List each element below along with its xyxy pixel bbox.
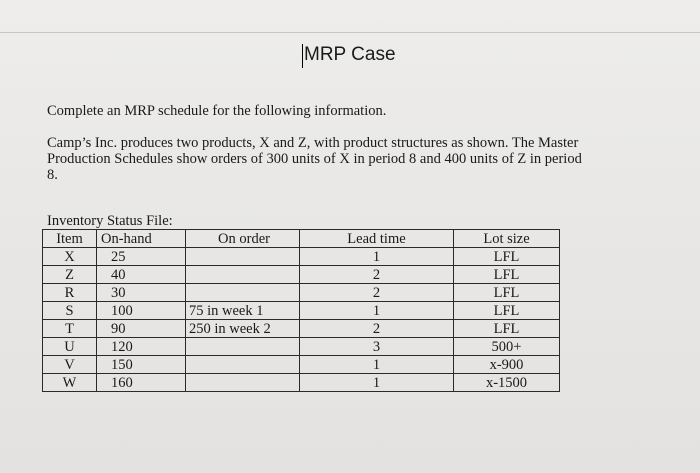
cell-lead-time: 1 xyxy=(300,356,454,374)
table-row xyxy=(43,338,560,356)
table-row xyxy=(43,374,560,392)
cell-lot-size: x-1500 xyxy=(454,374,560,392)
cell-on-hand: 100 xyxy=(97,302,186,320)
cell-item: X xyxy=(43,248,97,266)
table-row xyxy=(43,248,560,266)
table-row xyxy=(43,302,560,320)
cell-lot-size: x-900 xyxy=(454,356,560,374)
cell-on-hand: 90 xyxy=(97,320,186,338)
cell-on-hand: 150 xyxy=(97,356,186,374)
header-lead-time: Lead time xyxy=(300,230,454,248)
paragraph-line-1: Camp’s Inc. produces two products, X and Z, with product structures as shown. The Master xyxy=(47,135,579,151)
cell-lead-time: 1 xyxy=(300,302,454,320)
table-row xyxy=(43,320,560,338)
window-top-frame xyxy=(0,0,700,33)
cell-item: R xyxy=(43,284,97,302)
cell-on-order xyxy=(186,356,300,374)
cell-lot-size: LFL xyxy=(454,248,560,266)
cell-lot-size: 500+ xyxy=(454,338,560,356)
cell-lead-time: 2 xyxy=(300,266,454,284)
cell-item: Z xyxy=(43,266,97,284)
cell-lead-time: 1 xyxy=(300,374,454,392)
cell-on-order xyxy=(186,338,300,356)
cell-item: U xyxy=(43,338,97,356)
header-item: Item xyxy=(43,230,97,248)
cell-item: S xyxy=(43,302,97,320)
cell-on-hand: 40 xyxy=(97,266,186,284)
instruction-text: Complete an MRP schedule for the following information. xyxy=(47,103,387,119)
document-title: MRP Case xyxy=(304,44,396,65)
header-lot-size: Lot size xyxy=(454,230,560,248)
cell-item: T xyxy=(43,320,97,338)
cell-on-hand: 120 xyxy=(97,338,186,356)
cell-item: V xyxy=(43,356,97,374)
inventory-status-label: Inventory Status File: xyxy=(47,213,173,229)
table-row xyxy=(43,284,560,302)
cell-on-order xyxy=(186,284,300,302)
paragraph-line-3: 8. xyxy=(47,167,58,183)
cell-on-order xyxy=(186,248,300,266)
cell-on-order xyxy=(186,374,300,392)
cell-lot-size: LFL xyxy=(454,266,560,284)
cell-on-hand: 160 xyxy=(97,374,186,392)
cell-lot-size: LFL xyxy=(454,302,560,320)
cell-on-hand: 30 xyxy=(97,284,186,302)
text-cursor xyxy=(302,44,303,68)
table-row xyxy=(43,266,560,284)
cell-item: W xyxy=(43,374,97,392)
inventory-status-table xyxy=(42,229,560,392)
paragraph-line-2: Production Schedules show orders of 300 units of X in period 8 and 400 units of Z in period xyxy=(47,151,582,167)
cell-lot-size: LFL xyxy=(454,284,560,302)
header-on-hand: On-hand xyxy=(97,230,186,248)
problem-paragraph xyxy=(47,135,687,183)
cell-lead-time: 2 xyxy=(300,320,454,338)
cell-lead-time: 3 xyxy=(300,338,454,356)
cell-on-order xyxy=(186,266,300,284)
cell-on-order: 250 in week 2 xyxy=(186,320,300,338)
cell-on-hand: 25 xyxy=(97,248,186,266)
cell-on-order: 75 in week 1 xyxy=(186,302,300,320)
table-row xyxy=(43,356,560,374)
header-on-order: On order xyxy=(186,230,300,248)
cell-lead-time: 2 xyxy=(300,284,454,302)
table-header-row xyxy=(43,230,560,248)
cell-lead-time: 1 xyxy=(300,248,454,266)
cell-lot-size: LFL xyxy=(454,320,560,338)
